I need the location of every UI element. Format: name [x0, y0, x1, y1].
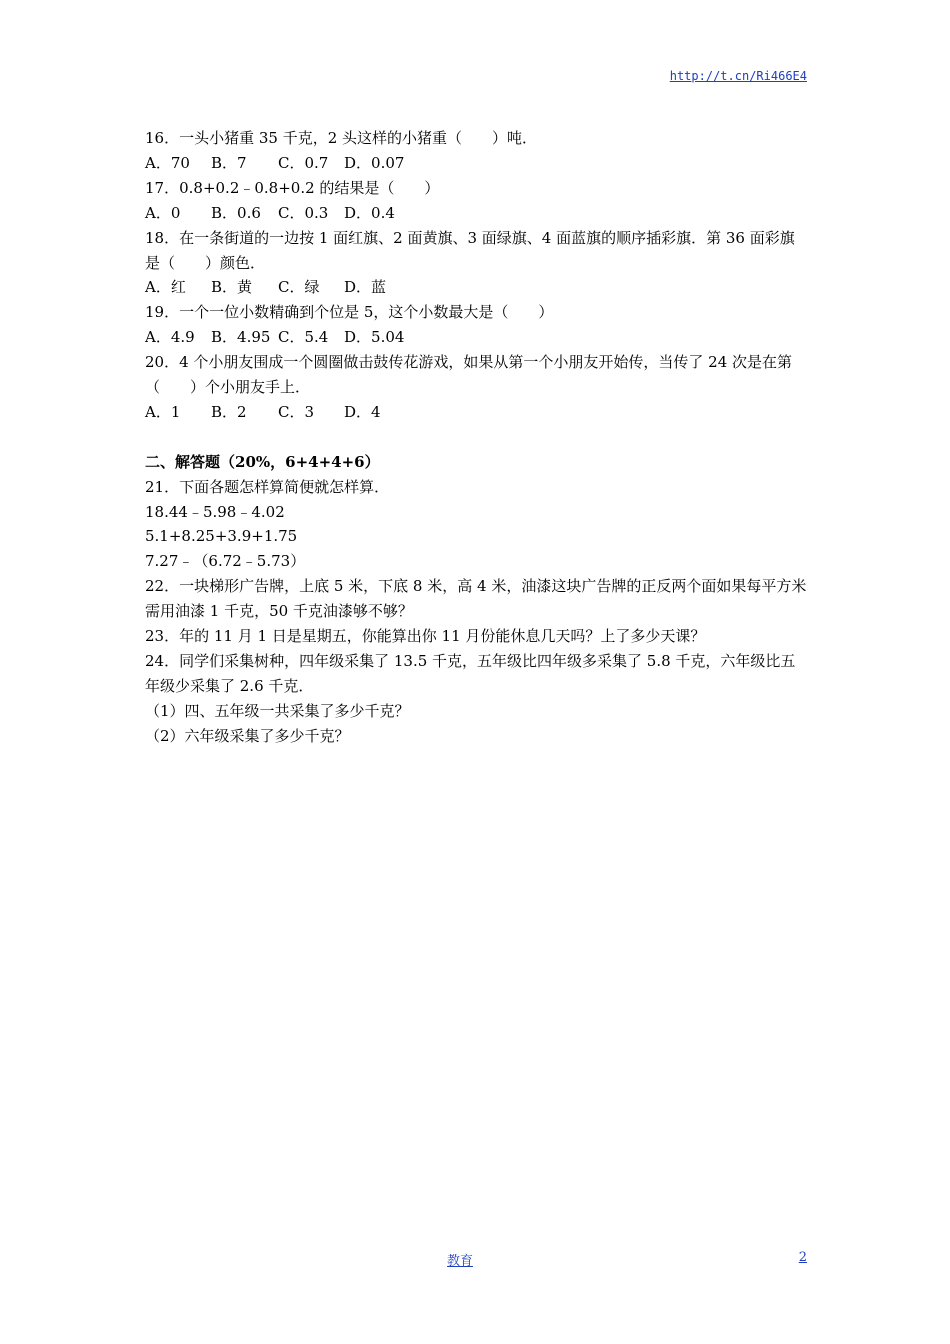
page-number[interactable]: 2 — [798, 1250, 807, 1265]
option-c: C．0.3 — [278, 203, 329, 222]
option-a: A．4.9 — [145, 328, 195, 347]
option-d: D．蓝 — [344, 278, 387, 297]
option-a: A．红 — [145, 278, 186, 297]
option-c: C．0.7 — [278, 153, 329, 172]
option-b: B．黄 — [211, 278, 253, 297]
expression-2: 5.1+8.25+3.9+1.75 — [145, 527, 298, 546]
option-b: B．4.95 — [211, 328, 271, 347]
question-16-options — [145, 151, 809, 176]
option-b: B．0.6 — [211, 203, 261, 222]
section-title: 二、解答题（20%，6+4+4+6） — [145, 452, 380, 471]
question-20: 20．4 个小朋友围成一个圆圈做击鼓传花游戏，如果从第一个小朋友开始传，当传了 24 次是在第（ ）个小朋友手上． — [145, 353, 793, 397]
question-22: 22．一块梯形广告牌，上底 5 米，下底 8 米，高 4 米，油漆这块广告牌的正反两个面如果每平方米需用油漆 1 千克，50 千克油漆够不够？ — [145, 577, 807, 621]
option-a: A．0 — [145, 203, 181, 222]
question-17: 17．0.8+0.2﹣0.8+0.2 的结果是（ ） — [145, 178, 440, 197]
question-24-part-2: （2）六年级采集了多少千克？ — [145, 726, 350, 745]
question-20-options — [145, 400, 809, 425]
option-c: C．5.4 — [278, 328, 329, 347]
question-19: 19．一个一位小数精确到个位是 5，这个小数最大是（ ） — [145, 303, 554, 322]
option-d: D．0.07 — [344, 153, 405, 172]
option-d: D．0.4 — [344, 203, 395, 222]
question-18: 18．在一条街道的一边按 1 面红旗、2 面黄旗、3 面绿旗、4 面蓝旗的顺序插彩旗．第 36 面彩旗是（ ）颜色． — [145, 228, 795, 272]
spacer — [145, 425, 809, 450]
option-c: C．3 — [278, 402, 315, 421]
question-21: 21．下面各题怎样算简便就怎样算． — [145, 477, 390, 496]
expression-1: 18.44﹣5.98﹣4.02 — [145, 502, 285, 521]
option-a: A．1 — [145, 402, 181, 421]
question-23: 23．年的 11 月 1 日是星期五，你能算出你 11 月份能休息几天吗？上了多少天课？ — [145, 627, 706, 646]
option-b: B．2 — [211, 402, 247, 421]
question-24: 24．同学们采集树种，四年级采集了 13.5 千克，五年级比四年级多采集了 5.8 千克，六年级比五年级少采集了 2.6 千克． — [145, 652, 796, 695]
option-a: A．70 — [145, 153, 190, 172]
footer-link[interactable]: 教育 — [447, 1254, 474, 1269]
question-19-options — [145, 325, 809, 350]
question-18-options — [145, 275, 809, 300]
question-17-options — [145, 201, 809, 226]
question-16: 16．一头小猪重 35 千克，2 头这样的小猪重（ ）吨． — [145, 129, 538, 147]
question-24-part-1: （1）四、五年级一共采集了多少千克？ — [145, 701, 410, 720]
document-body — [145, 126, 809, 749]
option-d: D．5.04 — [344, 328, 405, 347]
option-b: B．7 — [211, 153, 247, 172]
option-d: D．4 — [344, 402, 381, 421]
expression-3: 7.27﹣（6.72﹣5.73） — [145, 552, 306, 571]
option-c: C．绿 — [278, 278, 320, 297]
header-link[interactable]: http://t.cn/Ri466E4 — [669, 69, 807, 83]
